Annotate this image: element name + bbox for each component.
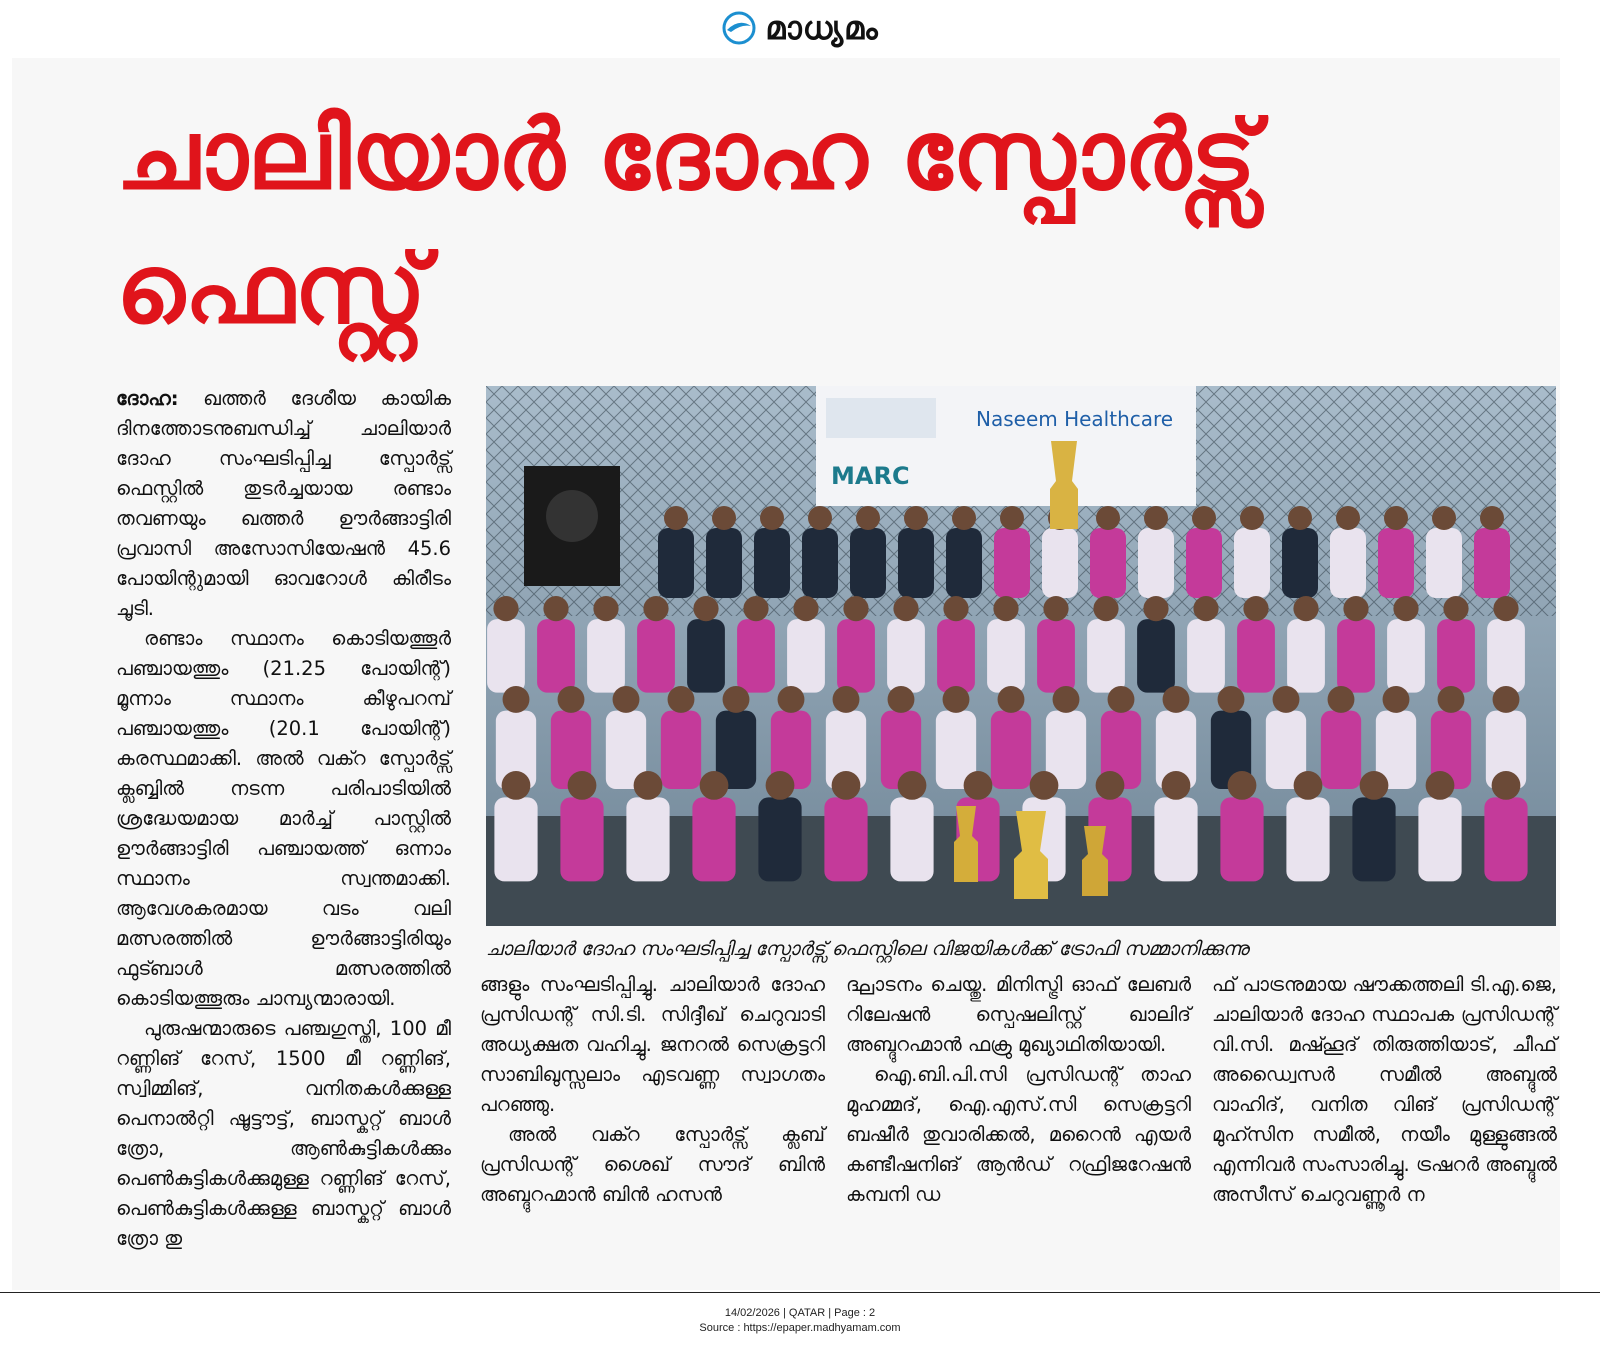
person-body xyxy=(1220,797,1263,881)
person-body xyxy=(1378,528,1414,598)
person-body xyxy=(687,619,725,693)
person-body xyxy=(1287,619,1325,693)
person-body xyxy=(1484,797,1527,881)
person-body xyxy=(1138,528,1174,598)
person-head xyxy=(893,596,918,621)
person-body xyxy=(837,619,875,693)
person-body xyxy=(692,797,735,881)
person-head xyxy=(503,686,530,713)
page-footer xyxy=(0,1306,1600,1336)
person-body xyxy=(1487,619,1525,693)
person-head xyxy=(993,596,1018,621)
person-head xyxy=(1243,596,1268,621)
person-body xyxy=(1352,797,1395,881)
person-head xyxy=(833,686,860,713)
madhyamam-logo-icon xyxy=(721,10,757,46)
person-head xyxy=(723,686,750,713)
person-head xyxy=(1288,506,1312,530)
person-body xyxy=(946,528,982,598)
person-head xyxy=(904,506,928,530)
person-head xyxy=(558,686,585,713)
person-body xyxy=(1154,797,1197,881)
person-body xyxy=(658,528,694,598)
photo-illustration xyxy=(486,386,1556,926)
person-head xyxy=(643,596,668,621)
person-body xyxy=(937,619,975,693)
person-head xyxy=(793,596,818,621)
person-head xyxy=(964,771,993,800)
person-head xyxy=(898,771,927,800)
person-body xyxy=(1474,528,1510,598)
person-head xyxy=(1343,596,1368,621)
col2-paragraph-2: അൽ വക്റ സ്പോർട്സ് ക്ലബ് പ്രസിഡന്റ് ശൈഖ് സൗദ് ബിൻ അബ്ദുറഹ്മാൻ ബിൻ ഹസൻ xyxy=(480,1123,825,1206)
person-head xyxy=(700,771,729,800)
person-body xyxy=(1137,619,1175,693)
person-head xyxy=(1492,771,1521,800)
person-head xyxy=(1393,596,1418,621)
person-head xyxy=(1360,771,1389,800)
person-head xyxy=(856,506,880,530)
person-body xyxy=(560,797,603,881)
person-body xyxy=(1330,528,1366,598)
person-head xyxy=(1228,771,1257,800)
person-head xyxy=(808,506,832,530)
person-body xyxy=(991,711,1031,789)
footer-source[interactable]: Source : https://epaper.madhyamam.com xyxy=(699,1322,901,1334)
news-clipping xyxy=(12,58,1560,1290)
person-head xyxy=(1108,686,1135,713)
banner-marc-text: MARC xyxy=(831,462,910,490)
person-head xyxy=(1438,686,1465,713)
person-body xyxy=(487,619,525,693)
person-body xyxy=(1186,528,1222,598)
person-head xyxy=(1192,506,1216,530)
person-head xyxy=(1000,506,1024,530)
col3-paragraph-1: ദ്ഘാടനം ചെയ്തു. മിനിസ്ട്രി ഓഫ് ലേബർ റിലേഷൻ സ്പെഷലിസ്റ്റ് ഖാലിദ് അബ്ദുറഹ്മാൻ ഫക്രു മുഖ്യാഥിതിയായി. xyxy=(846,973,1191,1056)
headline: ചാലിയാർ ദോഹ സ്പോർട്സ് ഫെസ്റ്റ് xyxy=(116,99,1257,345)
person-body xyxy=(754,528,790,598)
person-head xyxy=(943,686,970,713)
person-body xyxy=(1090,528,1126,598)
person-body xyxy=(737,619,775,693)
person-body xyxy=(706,528,742,598)
sponsor-banner xyxy=(816,386,1196,506)
person-head xyxy=(613,686,640,713)
person-body xyxy=(1437,619,1475,693)
person-head xyxy=(1043,596,1068,621)
footer-meta: 14/02/2026 | QATAR | Page : 2 xyxy=(724,1307,876,1319)
person-body xyxy=(887,619,925,693)
masthead-brand: മാധ്യമം xyxy=(765,8,879,47)
person-body xyxy=(898,528,934,598)
person-head xyxy=(1293,596,1318,621)
person-head xyxy=(1193,596,1218,621)
person-head xyxy=(1273,686,1300,713)
person-head xyxy=(1426,771,1455,800)
person-head xyxy=(1336,506,1360,530)
person-body xyxy=(587,619,625,693)
person-body xyxy=(1426,528,1462,598)
person-head xyxy=(1383,686,1410,713)
person-body xyxy=(1042,528,1078,598)
person-head xyxy=(712,506,736,530)
person-body xyxy=(1286,797,1329,881)
person-head xyxy=(493,596,518,621)
person-body xyxy=(537,619,575,693)
person-body xyxy=(802,528,838,598)
person-body xyxy=(850,528,886,598)
person-body xyxy=(987,619,1025,693)
person-body xyxy=(1187,619,1225,693)
person-body xyxy=(787,619,825,693)
person-head xyxy=(998,686,1025,713)
photo-caption: ചാലിയാർ ദോഹ സംഘടിപ്പിച്ച സ്പോർട്സ് ഫെസ്റ്റിലെ വിജയികൾക്ക് ട്രോഫി സമ്മാനിക്കുന്നു xyxy=(486,938,1249,960)
person-head xyxy=(943,596,968,621)
person-head xyxy=(668,686,695,713)
person-head xyxy=(843,596,868,621)
person-body xyxy=(1087,619,1125,693)
footer-divider xyxy=(0,1292,1600,1293)
person-head xyxy=(502,771,531,800)
person-body xyxy=(1418,797,1461,881)
person-head xyxy=(743,596,768,621)
person-body xyxy=(890,797,933,881)
person-head xyxy=(1163,686,1190,713)
person-head xyxy=(1294,771,1323,800)
person-head xyxy=(634,771,663,800)
masthead xyxy=(0,0,1600,56)
person-body xyxy=(494,797,537,881)
person-body xyxy=(1237,619,1275,693)
person-head xyxy=(766,771,795,800)
col4-paragraph-1: ഫ് പാട്രനുമായ ഷൗക്കത്തലി ടി.എ.ജെ, ചാലിയാർ ദോഹ സ്ഥാപക പ്രസിഡന്റ് വി.സി. മഷ്ഹൂദ് തിരുത്തിയാട്, ചീഫ് അഡ്വൈസർ സമീൽ അബ്ദുൽ വാഹിദ്, വനിത വിങ് പ്രസിഡന്റ് മുഹ്സിന സമീൽ, നയീം മുള്ളുങ്ങൽ എന്നിവർ സംസാരിച്ചു. ട്രഷറർ അബ്ദുൽ അസീസ് ചെറുവണ്ണൂർ ന xyxy=(1212,973,1557,1206)
article-column-1 xyxy=(116,384,451,1254)
person-head xyxy=(1443,596,1468,621)
person-head xyxy=(593,596,618,621)
person-body xyxy=(637,619,675,693)
person-body xyxy=(1282,528,1318,598)
dateline: ദോഹ: xyxy=(116,387,179,410)
person-body xyxy=(1234,528,1270,598)
article-paragraph-1 xyxy=(116,384,451,624)
person-body xyxy=(1387,619,1425,693)
person-head xyxy=(664,506,688,530)
person-head xyxy=(1093,596,1118,621)
person-head xyxy=(1096,771,1125,800)
person-body xyxy=(994,528,1030,598)
person-head xyxy=(1493,686,1520,713)
person-head xyxy=(952,506,976,530)
person-body xyxy=(1037,619,1075,693)
article-paragraph-3: പുരുഷന്മാരുടെ പഞ്ചഗുസ്തി, 100 മീ റണ്ണിങ് റേസ്, 1500 മീ റണ്ണിങ്, സ്വിമ്മിങ്, വനിതകൾക്കുള്ള പെനാൽറ്റി ഷൂട്ടൗട്ട്, ബാസ്കറ്റ് ബാൾ ത്രോ, ആൺകുട്ടികൾക്കും പെൺകുട്ടികൾക്കുമുള്ള റണ്ണിങ് റേസ്, പെൺകുട്ടികൾക്കുള്ള ബാസ്കറ്റ് ബാൾ ത്രോ തു xyxy=(116,1017,451,1250)
col3-paragraph-2: ഐ.ബി.പി.സി പ്രസിഡന്റ് താഹ മുഹമ്മദ്, ഐ.എസ്.സി സെക്രട്ടറി ബഷീർ തുവാരിക്കൽ, മറൈൻ എയർ കണ്ടീഷനിങ് ആൻഡ് റഫ്രിജറേഷൻ കമ്പനി ഡ xyxy=(846,1063,1191,1206)
person-head xyxy=(1240,506,1264,530)
person-head xyxy=(1480,506,1504,530)
article-column-4 xyxy=(1212,970,1557,1210)
person-head xyxy=(1096,506,1120,530)
person-head xyxy=(832,771,861,800)
person-body xyxy=(758,797,801,881)
article-column-3 xyxy=(846,970,1191,1210)
group-photo xyxy=(486,386,1556,926)
person-head xyxy=(693,596,718,621)
person-head xyxy=(1493,596,1518,621)
person-head xyxy=(1384,506,1408,530)
banner-naseem-text: Naseem Healthcare xyxy=(976,407,1174,431)
col2-paragraph-1: ങ്ങളും സംഘടിപ്പിച്ചു. ചാലിയാർ ദോഹ പ്രസിഡന്റ് സി.ടി. സിദ്ദീഖ് ചെറുവാടി അധ്യക്ഷത വഹിച്ചു. ജനറൽ സെക്രട്ടറി സാബിഖുസ്സലാം എടവണ്ണ സ്വാഗതം പറഞ്ഞു. xyxy=(480,973,825,1116)
person-head xyxy=(568,771,597,800)
person-body xyxy=(1321,711,1361,789)
col1-p1-text: ഖത്തർ ദേശീയ കായിക ദിനത്തോടനുബന്ധിച്ച് ചാലിയാർ ദോഹ സംഘടിപ്പിച്ച സ്പോർട്സ് ഫെസ്റ്റിൽ തുടർച്ചയായ രണ്ടാം തവണയും ഖത്തർ ഊർങ്ങാട്ടിരി പ്രവാസി അസോസിയേഷൻ 45.6 പോയിന്റുമായി ഓവറോൾ കിരീടം ചൂടി. xyxy=(116,387,451,620)
person-head xyxy=(1432,506,1456,530)
person-body xyxy=(824,797,867,881)
person-body xyxy=(626,797,669,881)
person-body xyxy=(1337,619,1375,693)
person-head xyxy=(1053,686,1080,713)
article-paragraph-2: രണ്ടാം സ്ഥാനം കൊടിയത്തൂർ പഞ്ചായത്തും (21.25 പോയിന്റ്) മൂന്നാം സ്ഥാനം കീഴുപറമ്പ് പഞ്ചായത്തും (20.1 പോയിന്റ്) കരസ്ഥമാക്കി. അൽ വക്റ സ്പോർട്സ് ക്ലബ്ബിൽ നടന്ന പരിപാടിയിൽ ശ്രദ്ധേയമായ മാർച്ച് പാസ്റ്റിൽ ഊർങ്ങാട്ടിരി പഞ്ചായത്ത് ഒന്നാം സ്ഥാനം സ്വന്തമാക്കി. ആവേശകരമായ വടം വലി മത്സരത്തിൽ ഊർങ്ങാട്ടിരിയും ഫുട്ബാൾ മത്സരത്തിൽ കൊടിയത്തൂരും ചാമ്പ്യന്മാരായി. xyxy=(116,627,451,1010)
person-body xyxy=(661,711,701,789)
person-head xyxy=(1143,596,1168,621)
person-head xyxy=(1144,506,1168,530)
person-head xyxy=(1218,686,1245,713)
person-head xyxy=(1162,771,1191,800)
person-head xyxy=(888,686,915,713)
person-head xyxy=(760,506,784,530)
person-head xyxy=(1030,771,1059,800)
article-column-2 xyxy=(480,970,825,1210)
person-head xyxy=(778,686,805,713)
person-head xyxy=(1328,686,1355,713)
person-head xyxy=(543,596,568,621)
